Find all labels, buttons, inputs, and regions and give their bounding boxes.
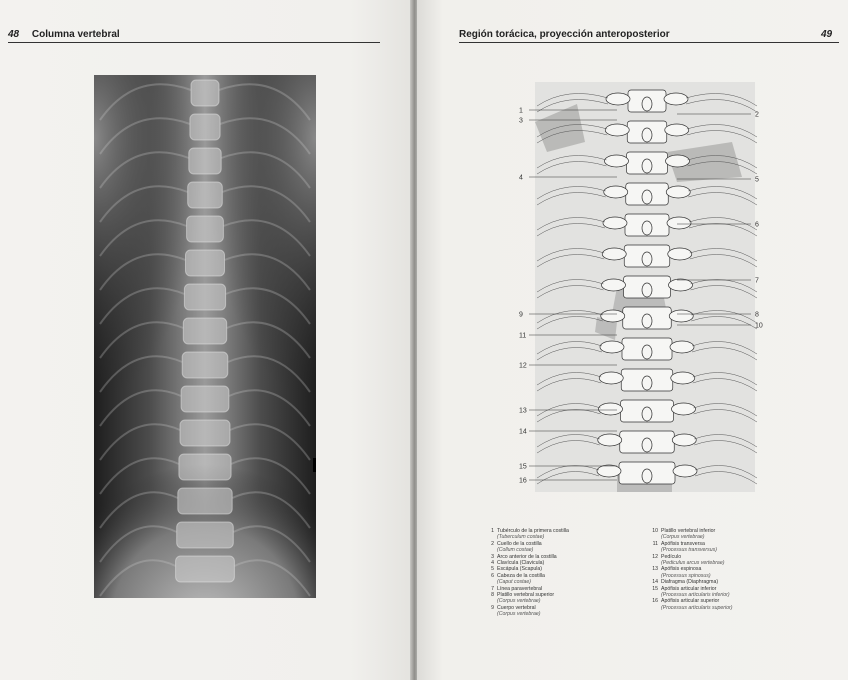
- legend-number: 9: [491, 604, 494, 611]
- legend-latin: (Processus spinosus): [661, 572, 711, 579]
- left-page-number: 48: [8, 29, 20, 40]
- legend-number: 10: [652, 528, 658, 534]
- legend-number: 5: [491, 566, 494, 573]
- diagram-label: 4: [519, 174, 523, 182]
- diagram-spinous-process: [642, 314, 652, 328]
- left-header-rule: [8, 42, 380, 43]
- legend-text: [661, 528, 715, 541]
- diagram-label: 5: [755, 176, 759, 184]
- legend-name: Apófisis espinosa: [661, 566, 702, 573]
- legend-text: [497, 573, 545, 586]
- diagram-label: 3: [519, 117, 523, 125]
- legend-name: Diafragma (Diaphragma): [661, 579, 719, 586]
- legend-entry: [649, 566, 789, 579]
- legend-latin: (Caput costae): [497, 579, 532, 586]
- legend-text: [497, 605, 541, 618]
- legend-text: [661, 554, 724, 567]
- legend-name: Pedículo: [661, 553, 682, 560]
- diagram-transverse-process: [671, 372, 695, 384]
- diagram-spinous-process: [642, 190, 652, 204]
- legend-number: 11: [652, 540, 658, 547]
- legend-name: Apófisis transversa: [661, 540, 705, 547]
- legend-name: Apófisis articular superior: [661, 598, 720, 605]
- diagram-transverse-process: [598, 434, 622, 446]
- diagram-spinous-process: [642, 345, 652, 359]
- legend-number: 3: [491, 553, 494, 560]
- left-running-head: Columna vertebral: [31, 29, 120, 40]
- legend-entry: [485, 541, 645, 554]
- right-running-head: Región torácica, proyección anteroposterior: [459, 29, 670, 40]
- legend-text: [497, 541, 542, 554]
- diagram-label: 16: [519, 477, 527, 485]
- legend-entry: [485, 528, 645, 541]
- left-page: [0, 0, 412, 680]
- legend-number: 14: [652, 579, 658, 586]
- legend-number: 6: [491, 572, 494, 579]
- diagram-transverse-process: [599, 403, 623, 415]
- diagram-transverse-process: [668, 248, 692, 260]
- diagram-transverse-process: [602, 279, 626, 291]
- left-header: [8, 29, 120, 40]
- diagram-spinous-process: [642, 376, 652, 390]
- legend-name: Clavícula (Clavicula): [497, 560, 545, 567]
- legend-latin: (Pediculus arcus vertebrae): [661, 560, 725, 567]
- legend-name: Cuerpo vertebral: [497, 604, 536, 611]
- legend-number: 12: [652, 553, 658, 560]
- legend-latin: (Corpus vertebrae): [497, 598, 541, 605]
- legend-number: 13: [652, 566, 658, 573]
- legend-number: 8: [491, 592, 494, 599]
- legend-entry: [649, 528, 789, 541]
- xray-vertebra: [178, 488, 232, 514]
- legend-column-1: [485, 528, 645, 618]
- legend-name: Cuello de la costilla: [497, 540, 542, 547]
- legend-name: Platillo vertebral inferior: [661, 528, 716, 534]
- diagram-transverse-process: [599, 372, 623, 384]
- xray-vertebra: [190, 114, 220, 140]
- legend-number: 4: [491, 560, 494, 567]
- diagram-spinous-process: [642, 159, 652, 173]
- xray-vertebra: [177, 522, 234, 548]
- legend-entry: [649, 598, 789, 611]
- legend-text: [661, 586, 730, 599]
- diagram-label: 12: [519, 362, 527, 370]
- xray-vertebra: [186, 250, 225, 276]
- xray-vertebra: [188, 182, 223, 208]
- legend-name: Línea paravertebral: [497, 585, 542, 592]
- legend-latin: (Collum costae): [497, 547, 534, 554]
- legend-number: 15: [652, 585, 658, 592]
- diagram-label: 15: [519, 463, 527, 471]
- legend-entry: [649, 541, 789, 554]
- legend-text: [661, 566, 711, 579]
- diagram-transverse-process: [602, 248, 626, 260]
- diagram-transverse-process: [605, 124, 629, 136]
- legend-name: Tubérculo de la primera costilla: [497, 528, 569, 534]
- diagram-label: 7: [755, 277, 759, 285]
- legend-latin: (Tuberculum costae): [497, 534, 545, 541]
- xray-vertebra: [181, 386, 229, 412]
- legend-name: Apófisis articular inferior: [661, 585, 717, 592]
- diagram-label: 6: [755, 221, 759, 229]
- legend-number: 1: [491, 528, 494, 534]
- diagram-transverse-process: [666, 186, 690, 198]
- diagram-spinous-process: [642, 221, 652, 235]
- legend-latin: (Processus transversus): [661, 547, 717, 554]
- diagram-transverse-process: [604, 186, 628, 198]
- right-page-number: 49: [821, 29, 833, 40]
- diagram-spinous-process: [642, 407, 652, 421]
- diagram-label: 11: [519, 332, 527, 340]
- diagram-label: 2: [755, 111, 759, 119]
- xray-vertebra: [189, 148, 221, 174]
- legend-name: Platillo vertebral superior: [497, 592, 555, 599]
- diagram-transverse-process: [664, 93, 688, 105]
- right-header-rule: [459, 42, 839, 43]
- legend-text: [497, 528, 569, 541]
- spine-line-diagram: [517, 82, 771, 492]
- diagram-spinous-process: [642, 252, 652, 266]
- legend-text: [497, 592, 554, 605]
- xray-vertebra: [184, 284, 225, 310]
- diagram-transverse-process: [605, 155, 629, 167]
- legend-text: [661, 598, 733, 611]
- legend-latin: (Corpus vertebrae): [661, 534, 705, 541]
- legend-latin: (Corpus vertebrae): [497, 611, 541, 618]
- diagram-spinous-process: [642, 97, 652, 111]
- diagram-label: 10: [755, 322, 763, 330]
- diagram-transverse-process: [667, 217, 691, 229]
- legend-entry: [485, 573, 645, 586]
- diagram-transverse-process: [601, 310, 625, 322]
- xray-vertebra: [176, 556, 235, 582]
- diagram-transverse-process: [606, 93, 630, 105]
- xray-vertebra: [187, 216, 224, 242]
- diagram-transverse-process: [670, 341, 694, 353]
- legend-entry: [649, 586, 789, 599]
- legend-latin: (Processus articularis inferior): [661, 592, 730, 599]
- legend-number: 16: [652, 598, 658, 605]
- legend-name: Arco anterior de la costilla: [497, 553, 557, 560]
- thoracic-spine-radiograph: [94, 75, 316, 598]
- xray-vertebra: [191, 80, 219, 106]
- diagram-transverse-process: [603, 217, 627, 229]
- diagram-label: 9: [519, 311, 523, 319]
- legend-name: Cabeza de la costilla: [497, 572, 545, 579]
- diagram-transverse-process: [597, 465, 621, 477]
- diagram-transverse-process: [669, 310, 693, 322]
- xray-vertebra: [180, 420, 230, 446]
- diagram-label: 8: [755, 311, 759, 319]
- diagram-label: 14: [519, 428, 527, 436]
- legend-entry: [485, 605, 645, 618]
- xray-vertebra: [179, 454, 231, 480]
- diagram-label: 13: [519, 407, 527, 415]
- diagram-transverse-process: [672, 434, 696, 446]
- legend-entry: [485, 592, 645, 605]
- diagram-transverse-process: [665, 124, 689, 136]
- xray-vertebra: [182, 352, 228, 378]
- legend-number: 2: [491, 540, 494, 547]
- xray-vertebra: [183, 318, 226, 344]
- diagram-transverse-process: [600, 341, 624, 353]
- diagram-spinous-process: [642, 128, 652, 142]
- legend-column-2: [649, 528, 789, 611]
- diagram-label: 1: [519, 107, 523, 115]
- legend-text: [661, 541, 717, 554]
- diagram-transverse-process: [673, 465, 697, 477]
- diagram-spinous-process: [642, 469, 652, 483]
- legend-number: 7: [491, 585, 494, 592]
- diagram-transverse-process: [672, 403, 696, 415]
- legend-latin: (Processus articularis superior): [661, 604, 733, 611]
- diagram-spinous-process: [642, 283, 652, 297]
- diagram-spinous-process: [642, 438, 652, 452]
- legend-name: Escápula (Scapula): [497, 566, 542, 573]
- diagram-transverse-process: [669, 279, 693, 291]
- legend-entry: [649, 554, 789, 567]
- diagram-transverse-process: [666, 155, 690, 167]
